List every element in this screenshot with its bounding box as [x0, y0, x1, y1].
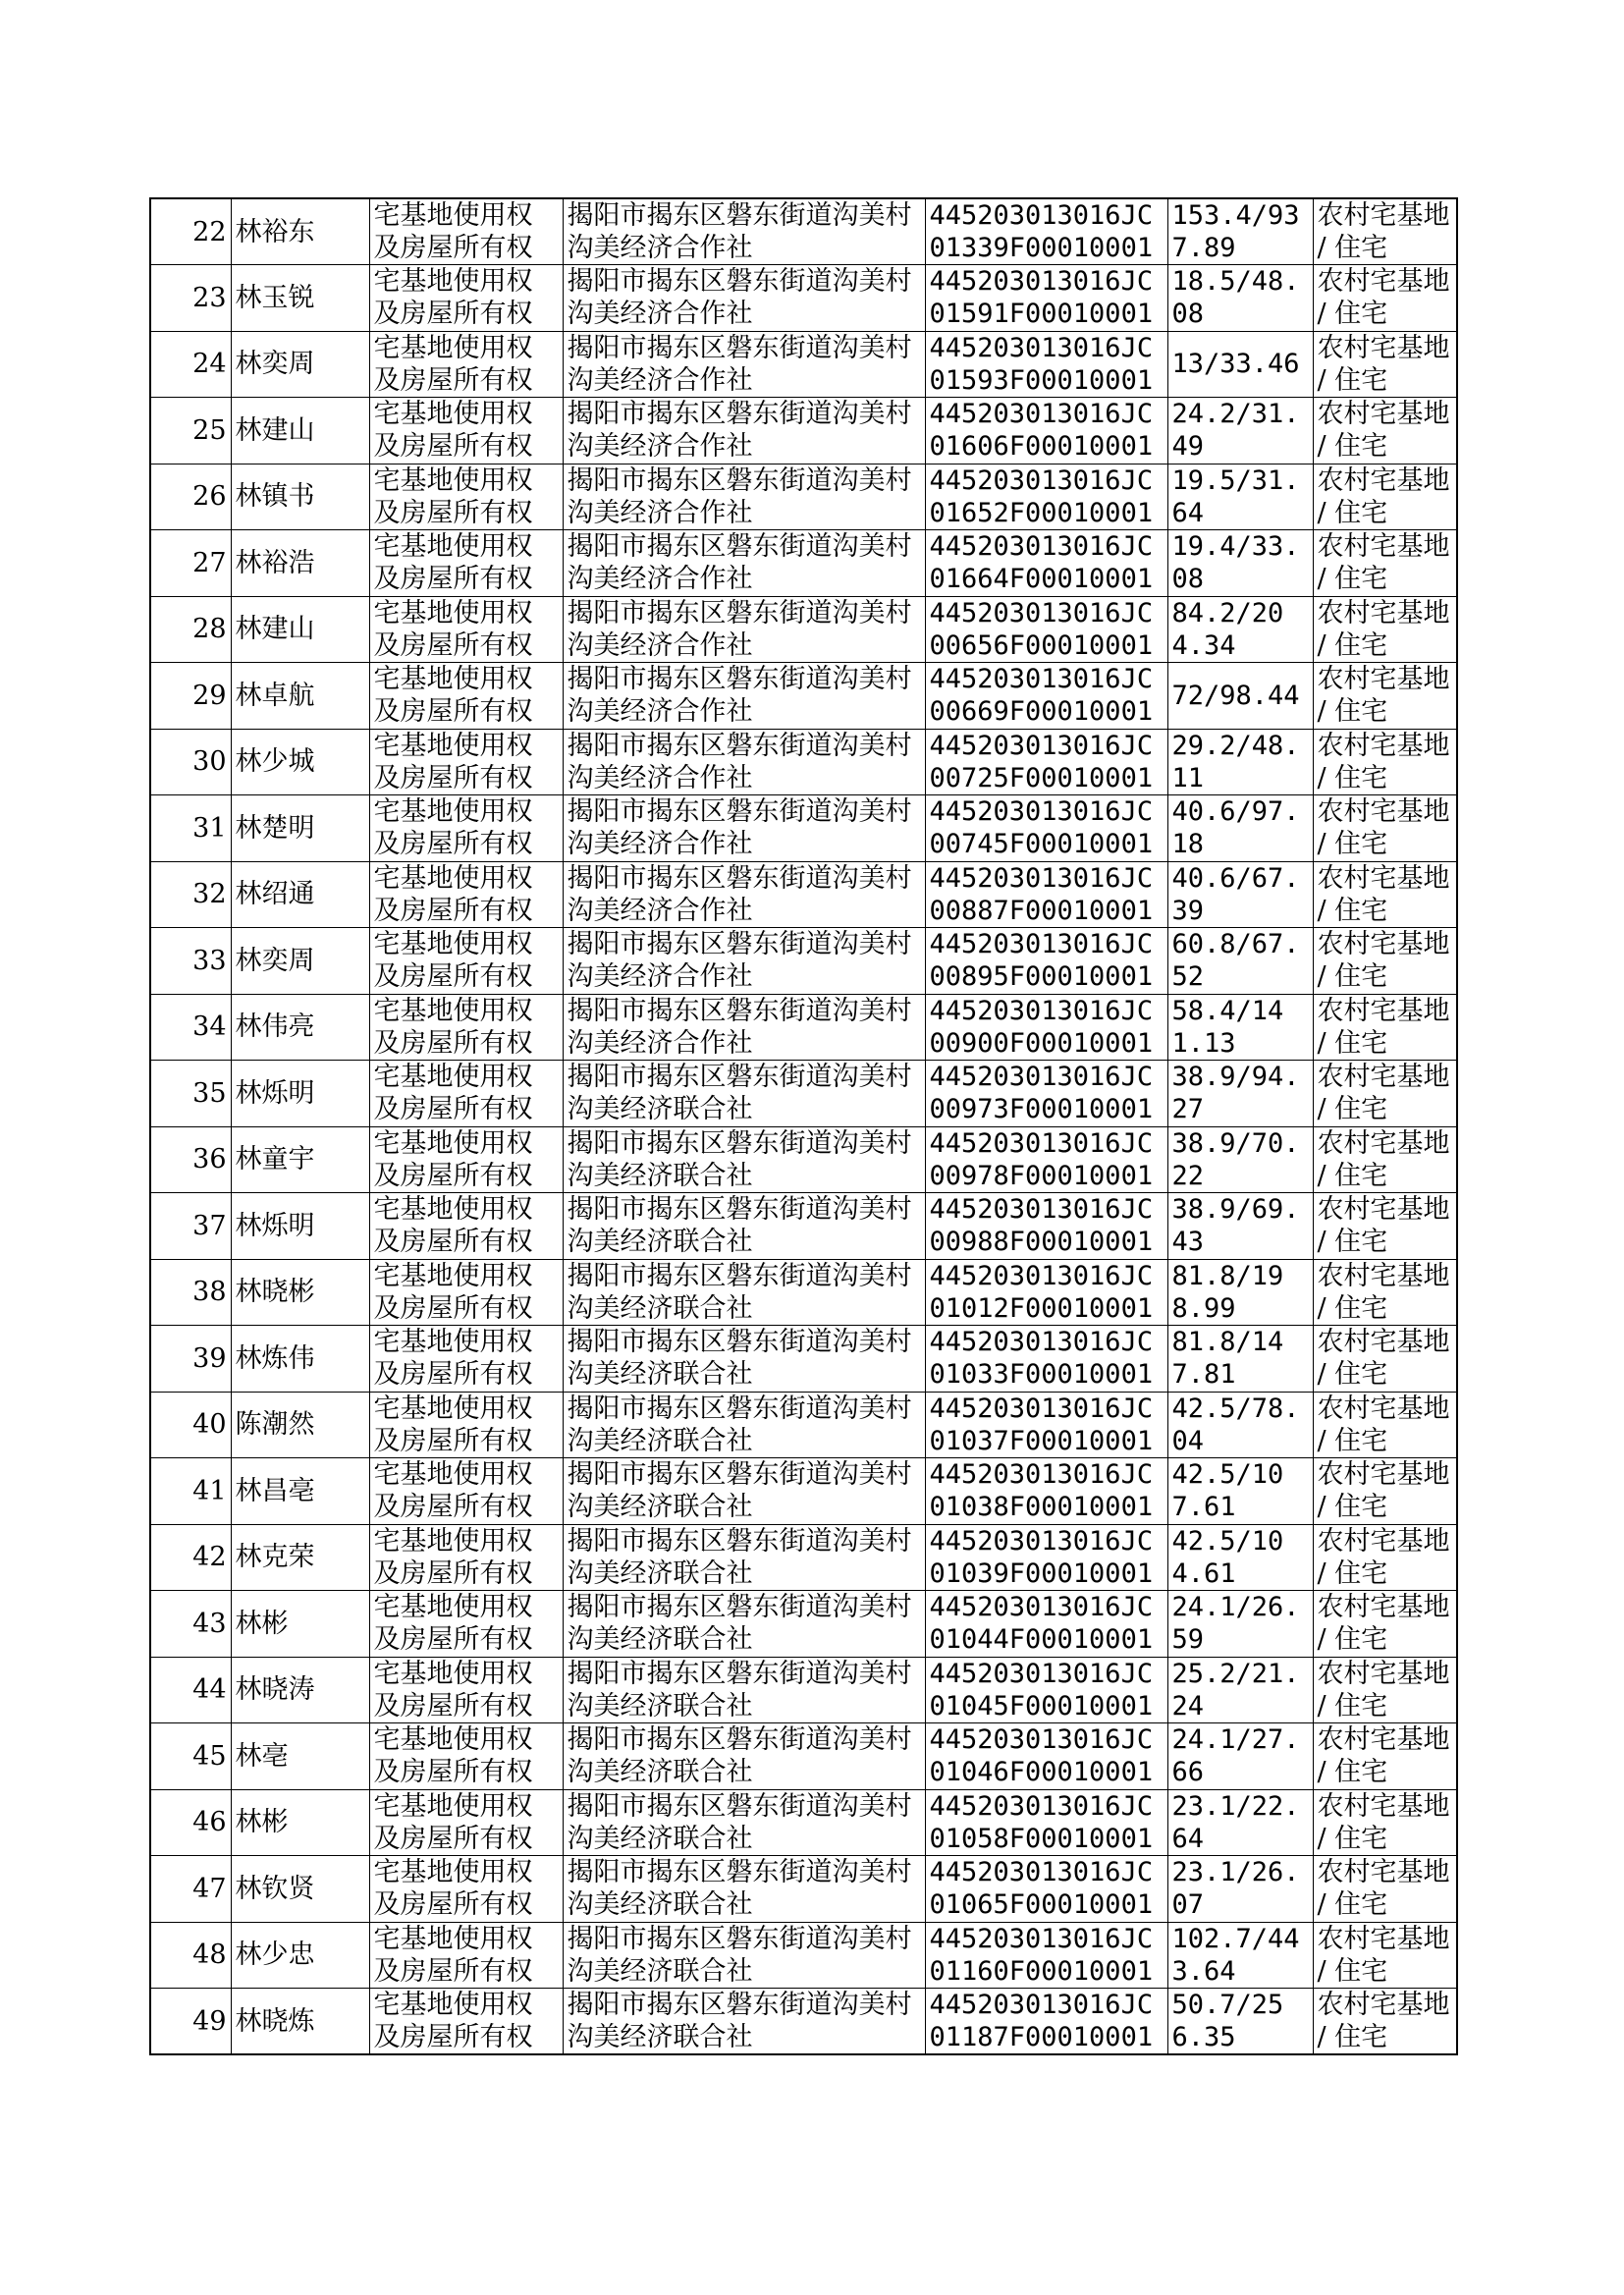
row-number-cell: 23 [150, 265, 231, 332]
collective-org-cell: 揭阳市揭东区磐东街道沟美村沟美经济联合社 [563, 1657, 925, 1723]
table-row [150, 1326, 1457, 1393]
collective-org-cell: 揭阳市揭东区磐东街道沟美村沟美经济合作社 [563, 729, 925, 795]
table-row [150, 928, 1457, 995]
right-type-cell: 宅基地使用权及房屋所有权 [369, 1723, 563, 1790]
table-row [150, 1591, 1457, 1658]
area-cell: 19.5/31.64 [1167, 464, 1313, 530]
land-usage-cell: 农村宅基地 / 住宅 [1313, 663, 1457, 730]
unit-code-cell: 445203013016JC01012F00010001 [925, 1259, 1167, 1326]
area-cell: 153.4/937.89 [1167, 198, 1313, 265]
table-row [150, 795, 1457, 862]
right-type-cell: 宅基地使用权及房屋所有权 [369, 1061, 563, 1127]
table-row [150, 1392, 1457, 1458]
area-cell: 24.1/27.66 [1167, 1723, 1313, 1790]
collective-org-cell: 揭阳市揭东区磐东街道沟美村沟美经济合作社 [563, 861, 925, 928]
land-usage-cell: 农村宅基地 / 住宅 [1313, 1657, 1457, 1723]
unit-code-cell: 445203013016JC01045F00010001 [925, 1657, 1167, 1723]
table-row [150, 464, 1457, 530]
right-type-cell: 宅基地使用权及房屋所有权 [369, 596, 563, 663]
right-type-cell: 宅基地使用权及房屋所有权 [369, 1392, 563, 1458]
area-cell: 25.2/21.24 [1167, 1657, 1313, 1723]
land-usage-cell: 农村宅基地 / 住宅 [1313, 464, 1457, 530]
owner-name-cell: 林少城 [231, 729, 369, 795]
registry-table-body [150, 198, 1457, 2054]
land-usage-cell: 农村宅基地 / 住宅 [1313, 1524, 1457, 1591]
row-number-cell: 44 [150, 1657, 231, 1723]
land-usage-cell: 农村宅基地 / 住宅 [1313, 198, 1457, 265]
row-number-cell: 29 [150, 663, 231, 730]
land-usage-cell: 农村宅基地 / 住宅 [1313, 994, 1457, 1061]
land-usage-cell: 农村宅基地 / 住宅 [1313, 1458, 1457, 1525]
owner-name-cell: 林少忠 [231, 1922, 369, 1989]
land-usage-cell: 农村宅基地 / 住宅 [1313, 1259, 1457, 1326]
right-type-cell: 宅基地使用权及房屋所有权 [369, 994, 563, 1061]
table-row [150, 265, 1457, 332]
collective-org-cell: 揭阳市揭东区磐东街道沟美村沟美经济联合社 [563, 1259, 925, 1326]
owner-name-cell: 林裕东 [231, 198, 369, 265]
unit-code-cell: 445203013016JC00745F00010001 [925, 795, 1167, 862]
right-type-cell: 宅基地使用权及房屋所有权 [369, 1856, 563, 1923]
collective-org-cell: 揭阳市揭东区磐东街道沟美村沟美经济合作社 [563, 596, 925, 663]
right-type-cell: 宅基地使用权及房屋所有权 [369, 198, 563, 265]
table-row [150, 1524, 1457, 1591]
unit-code-cell: 445203013016JC01058F00010001 [925, 1789, 1167, 1856]
unit-code-cell: 445203013016JC01187F00010001 [925, 1989, 1167, 2055]
area-cell: 18.5/48.08 [1167, 265, 1313, 332]
owner-name-cell: 林玉锐 [231, 265, 369, 332]
row-number-cell: 46 [150, 1789, 231, 1856]
unit-code-cell: 445203013016JC01591F00010001 [925, 265, 1167, 332]
row-number-cell: 48 [150, 1922, 231, 1989]
table-row [150, 994, 1457, 1061]
table-row [150, 1856, 1457, 1923]
right-type-cell: 宅基地使用权及房屋所有权 [369, 1524, 563, 1591]
table-row [150, 530, 1457, 597]
right-type-cell: 宅基地使用权及房屋所有权 [369, 663, 563, 730]
collective-org-cell: 揭阳市揭东区磐东街道沟美村沟美经济合作社 [563, 398, 925, 464]
area-cell: 81.8/147.81 [1167, 1326, 1313, 1393]
right-type-cell: 宅基地使用权及房屋所有权 [369, 795, 563, 862]
collective-org-cell: 揭阳市揭东区磐东街道沟美村沟美经济联合社 [563, 1789, 925, 1856]
table-row [150, 596, 1457, 663]
row-number-cell: 24 [150, 331, 231, 398]
unit-code-cell: 445203013016JC01339F00010001 [925, 198, 1167, 265]
right-type-cell: 宅基地使用权及房屋所有权 [369, 398, 563, 464]
land-usage-cell: 农村宅基地 / 住宅 [1313, 530, 1457, 597]
unit-code-cell: 445203013016JC01044F00010001 [925, 1591, 1167, 1658]
land-usage-cell: 农村宅基地 / 住宅 [1313, 1591, 1457, 1658]
area-cell: 42.5/104.61 [1167, 1524, 1313, 1591]
owner-name-cell: 林奕周 [231, 928, 369, 995]
land-usage-cell: 农村宅基地 / 住宅 [1313, 928, 1457, 995]
right-type-cell: 宅基地使用权及房屋所有权 [369, 1259, 563, 1326]
collective-org-cell: 揭阳市揭东区磐东街道沟美村沟美经济合作社 [563, 265, 925, 332]
owner-name-cell: 林楚明 [231, 795, 369, 862]
unit-code-cell: 445203013016JC01593F00010001 [925, 331, 1167, 398]
owner-name-cell: 林建山 [231, 596, 369, 663]
owner-name-cell: 林奕周 [231, 331, 369, 398]
owner-name-cell: 林裕浩 [231, 530, 369, 597]
area-cell: 23.1/26.07 [1167, 1856, 1313, 1923]
registry-table [149, 197, 1458, 2055]
table-row [150, 1126, 1457, 1193]
row-number-cell: 49 [150, 1989, 231, 2055]
land-usage-cell: 农村宅基地 / 住宅 [1313, 1989, 1457, 2055]
area-cell: 24.1/26.59 [1167, 1591, 1313, 1658]
land-usage-cell: 农村宅基地 / 住宅 [1313, 265, 1457, 332]
right-type-cell: 宅基地使用权及房屋所有权 [369, 729, 563, 795]
collective-org-cell: 揭阳市揭东区磐东街道沟美村沟美经济联合社 [563, 1458, 925, 1525]
unit-code-cell: 445203013016JC01046F00010001 [925, 1723, 1167, 1790]
unit-code-cell: 445203013016JC00887F00010001 [925, 861, 1167, 928]
collective-org-cell: 揭阳市揭东区磐东街道沟美村沟美经济联合社 [563, 1856, 925, 1923]
owner-name-cell: 林彬 [231, 1789, 369, 1856]
area-cell: 60.8/67.52 [1167, 928, 1313, 995]
row-number-cell: 26 [150, 464, 231, 530]
row-number-cell: 31 [150, 795, 231, 862]
land-usage-cell: 农村宅基地 / 住宅 [1313, 1922, 1457, 1989]
row-number-cell: 22 [150, 198, 231, 265]
area-cell: 40.6/97.18 [1167, 795, 1313, 862]
table-row [150, 1061, 1457, 1127]
table-row [150, 861, 1457, 928]
land-usage-cell: 农村宅基地 / 住宅 [1313, 1061, 1457, 1127]
area-cell: 23.1/22.64 [1167, 1789, 1313, 1856]
unit-code-cell: 445203013016JC00988F00010001 [925, 1193, 1167, 1260]
row-number-cell: 36 [150, 1126, 231, 1193]
owner-name-cell: 林晓彬 [231, 1259, 369, 1326]
area-cell: 40.6/67.39 [1167, 861, 1313, 928]
collective-org-cell: 揭阳市揭东区磐东街道沟美村沟美经济合作社 [563, 663, 925, 730]
land-usage-cell: 农村宅基地 / 住宅 [1313, 1326, 1457, 1393]
area-cell: 29.2/48.11 [1167, 729, 1313, 795]
land-usage-cell: 农村宅基地 / 住宅 [1313, 331, 1457, 398]
table-row [150, 1789, 1457, 1856]
owner-name-cell: 林烁明 [231, 1061, 369, 1127]
right-type-cell: 宅基地使用权及房屋所有权 [369, 331, 563, 398]
right-type-cell: 宅基地使用权及房屋所有权 [369, 464, 563, 530]
right-type-cell: 宅基地使用权及房屋所有权 [369, 1458, 563, 1525]
row-number-cell: 37 [150, 1193, 231, 1260]
collective-org-cell: 揭阳市揭东区磐东街道沟美村沟美经济合作社 [563, 464, 925, 530]
collective-org-cell: 揭阳市揭东区磐东街道沟美村沟美经济联合社 [563, 1193, 925, 1260]
row-number-cell: 43 [150, 1591, 231, 1658]
area-cell: 81.8/198.99 [1167, 1259, 1313, 1326]
land-usage-cell: 农村宅基地 / 住宅 [1313, 596, 1457, 663]
right-type-cell: 宅基地使用权及房屋所有权 [369, 928, 563, 995]
row-number-cell: 32 [150, 861, 231, 928]
land-usage-cell: 农村宅基地 / 住宅 [1313, 1789, 1457, 1856]
collective-org-cell: 揭阳市揭东区磐东街道沟美村沟美经济合作社 [563, 331, 925, 398]
unit-code-cell: 445203013016JC01160F00010001 [925, 1922, 1167, 1989]
row-number-cell: 38 [150, 1259, 231, 1326]
owner-name-cell: 林镇书 [231, 464, 369, 530]
unit-code-cell: 445203013016JC01065F00010001 [925, 1856, 1167, 1923]
right-type-cell: 宅基地使用权及房屋所有权 [369, 530, 563, 597]
collective-org-cell: 揭阳市揭东区磐东街道沟美村沟美经济合作社 [563, 530, 925, 597]
area-cell: 42.5/78.04 [1167, 1392, 1313, 1458]
owner-name-cell: 林伟亮 [231, 994, 369, 1061]
table-row [150, 198, 1457, 265]
collective-org-cell: 揭阳市揭东区磐东街道沟美村沟美经济联合社 [563, 1126, 925, 1193]
row-number-cell: 39 [150, 1326, 231, 1393]
unit-code-cell: 445203013016JC00725F00010001 [925, 729, 1167, 795]
land-usage-cell: 农村宅基地 / 住宅 [1313, 1392, 1457, 1458]
right-type-cell: 宅基地使用权及房屋所有权 [369, 861, 563, 928]
right-type-cell: 宅基地使用权及房屋所有权 [369, 1591, 563, 1658]
row-number-cell: 41 [150, 1458, 231, 1525]
owner-name-cell: 林晓炼 [231, 1989, 369, 2055]
unit-code-cell: 445203013016JC00978F00010001 [925, 1126, 1167, 1193]
collective-org-cell: 揭阳市揭东区磐东街道沟美村沟美经济联合社 [563, 1326, 925, 1393]
table-row [150, 1458, 1457, 1525]
land-usage-cell: 农村宅基地 / 住宅 [1313, 861, 1457, 928]
owner-name-cell: 林炼伟 [231, 1326, 369, 1393]
area-cell: 42.5/107.61 [1167, 1458, 1313, 1525]
area-cell: 24.2/31.49 [1167, 398, 1313, 464]
area-cell: 38.9/94.27 [1167, 1061, 1313, 1127]
collective-org-cell: 揭阳市揭东区磐东街道沟美村沟美经济联合社 [563, 1591, 925, 1658]
owner-name-cell: 林克荣 [231, 1524, 369, 1591]
table-row [150, 663, 1457, 730]
right-type-cell: 宅基地使用权及房屋所有权 [369, 1657, 563, 1723]
table-row [150, 1989, 1457, 2055]
owner-name-cell: 林烁明 [231, 1193, 369, 1260]
unit-code-cell: 445203013016JC00895F00010001 [925, 928, 1167, 995]
owner-name-cell: 林建山 [231, 398, 369, 464]
right-type-cell: 宅基地使用权及房屋所有权 [369, 1326, 563, 1393]
owner-name-cell: 林童宇 [231, 1126, 369, 1193]
collective-org-cell: 揭阳市揭东区磐东街道沟美村沟美经济联合社 [563, 1922, 925, 1989]
owner-name-cell: 林彬 [231, 1591, 369, 1658]
land-usage-cell: 农村宅基地 / 住宅 [1313, 1193, 1457, 1260]
row-number-cell: 47 [150, 1856, 231, 1923]
collective-org-cell: 揭阳市揭东区磐东街道沟美村沟美经济联合社 [563, 1524, 925, 1591]
row-number-cell: 45 [150, 1723, 231, 1790]
land-usage-cell: 农村宅基地 / 住宅 [1313, 398, 1457, 464]
unit-code-cell: 445203013016JC01033F00010001 [925, 1326, 1167, 1393]
right-type-cell: 宅基地使用权及房屋所有权 [369, 1193, 563, 1260]
row-number-cell: 27 [150, 530, 231, 597]
owner-name-cell: 林钦贤 [231, 1856, 369, 1923]
row-number-cell: 40 [150, 1392, 231, 1458]
area-cell: 19.4/33.08 [1167, 530, 1313, 597]
owner-name-cell: 林昌亳 [231, 1458, 369, 1525]
unit-code-cell: 445203013016JC00973F00010001 [925, 1061, 1167, 1127]
area-cell: 38.9/69.43 [1167, 1193, 1313, 1260]
land-usage-cell: 农村宅基地 / 住宅 [1313, 729, 1457, 795]
row-number-cell: 28 [150, 596, 231, 663]
row-number-cell: 25 [150, 398, 231, 464]
unit-code-cell: 445203013016JC00656F00010001 [925, 596, 1167, 663]
owner-name-cell: 林晓涛 [231, 1657, 369, 1723]
collective-org-cell: 揭阳市揭东区磐东街道沟美村沟美经济联合社 [563, 1723, 925, 1790]
area-cell: 13/33.46 [1167, 331, 1313, 398]
land-usage-cell: 农村宅基地 / 住宅 [1313, 1126, 1457, 1193]
collective-org-cell: 揭阳市揭东区磐东街道沟美村沟美经济联合社 [563, 1392, 925, 1458]
land-usage-cell: 农村宅基地 / 住宅 [1313, 795, 1457, 862]
table-row [150, 398, 1457, 464]
table-row [150, 1193, 1457, 1260]
unit-code-cell: 445203013016JC01038F00010001 [925, 1458, 1167, 1525]
land-usage-cell: 农村宅基地 / 住宅 [1313, 1856, 1457, 1923]
right-type-cell: 宅基地使用权及房屋所有权 [369, 1989, 563, 2055]
collective-org-cell: 揭阳市揭东区磐东街道沟美村沟美经济合作社 [563, 198, 925, 265]
right-type-cell: 宅基地使用权及房屋所有权 [369, 1126, 563, 1193]
area-cell: 84.2/204.34 [1167, 596, 1313, 663]
table-row [150, 1657, 1457, 1723]
unit-code-cell: 445203013016JC01652F00010001 [925, 464, 1167, 530]
row-number-cell: 34 [150, 994, 231, 1061]
unit-code-cell: 445203013016JC01606F00010001 [925, 398, 1167, 464]
table-row [150, 729, 1457, 795]
owner-name-cell: 林卓航 [231, 663, 369, 730]
collective-org-cell: 揭阳市揭东区磐东街道沟美村沟美经济联合社 [563, 1989, 925, 2055]
table-row [150, 1922, 1457, 1989]
owner-name-cell: 陈潮然 [231, 1392, 369, 1458]
unit-code-cell: 445203013016JC00669F00010001 [925, 663, 1167, 730]
table-row [150, 1723, 1457, 1790]
area-cell: 58.4/141.13 [1167, 994, 1313, 1061]
collective-org-cell: 揭阳市揭东区磐东街道沟美村沟美经济合作社 [563, 928, 925, 995]
unit-code-cell: 445203013016JC01664F00010001 [925, 530, 1167, 597]
owner-name-cell: 林亳 [231, 1723, 369, 1790]
row-number-cell: 42 [150, 1524, 231, 1591]
row-number-cell: 30 [150, 729, 231, 795]
right-type-cell: 宅基地使用权及房屋所有权 [369, 265, 563, 332]
area-cell: 102.7/443.64 [1167, 1922, 1313, 1989]
table-row [150, 1259, 1457, 1326]
area-cell: 72/98.44 [1167, 663, 1313, 730]
owner-name-cell: 林绍通 [231, 861, 369, 928]
right-type-cell: 宅基地使用权及房屋所有权 [369, 1789, 563, 1856]
unit-code-cell: 445203013016JC00900F00010001 [925, 994, 1167, 1061]
row-number-cell: 35 [150, 1061, 231, 1127]
right-type-cell: 宅基地使用权及房屋所有权 [369, 1922, 563, 1989]
collective-org-cell: 揭阳市揭东区磐东街道沟美村沟美经济联合社 [563, 1061, 925, 1127]
unit-code-cell: 445203013016JC01037F00010001 [925, 1392, 1167, 1458]
collective-org-cell: 揭阳市揭东区磐东街道沟美村沟美经济合作社 [563, 994, 925, 1061]
collective-org-cell: 揭阳市揭东区磐东街道沟美村沟美经济合作社 [563, 795, 925, 862]
row-number-cell: 33 [150, 928, 231, 995]
area-cell: 50.7/256.35 [1167, 1989, 1313, 2055]
land-usage-cell: 农村宅基地 / 住宅 [1313, 1723, 1457, 1790]
table-row [150, 331, 1457, 398]
unit-code-cell: 445203013016JC01039F00010001 [925, 1524, 1167, 1591]
area-cell: 38.9/70.22 [1167, 1126, 1313, 1193]
